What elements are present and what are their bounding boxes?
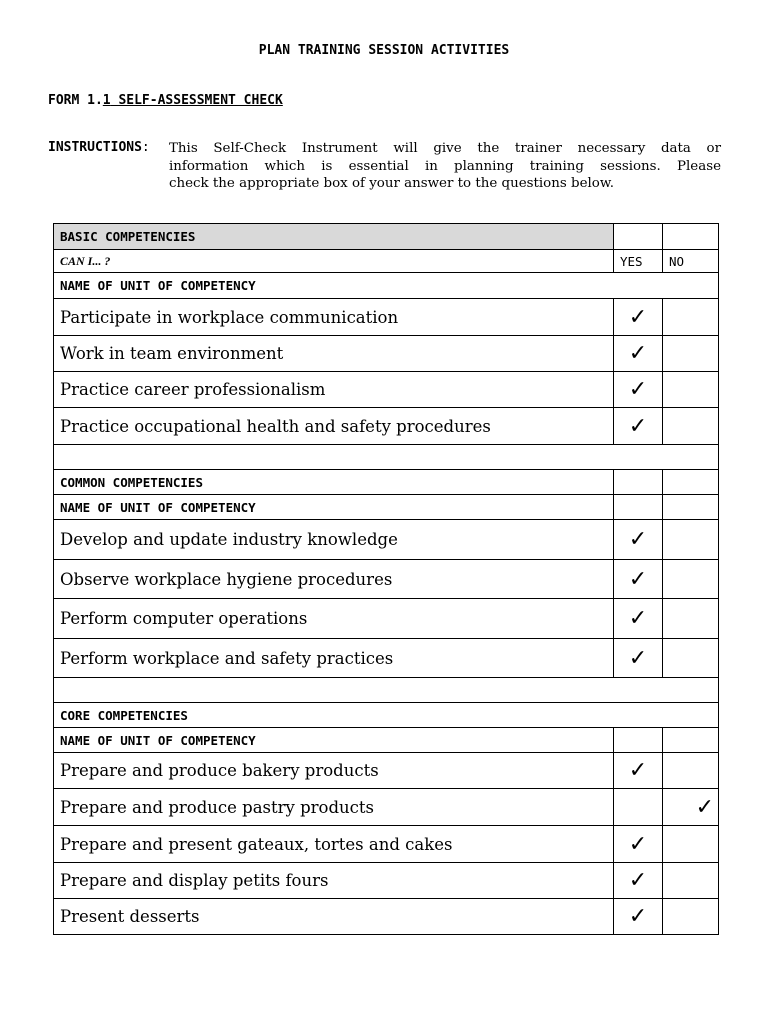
competency-row — [54, 753, 719, 789]
check-mark-icon: ✓ — [628, 904, 648, 929]
empty-cell — [663, 470, 719, 495]
instructions-colon: : — [141, 140, 150, 155]
form-heading — [48, 93, 283, 108]
competency-name: Observe workplace hygiene procedures — [54, 560, 614, 599]
yes-check-cell[interactable] — [614, 560, 663, 599]
yes-check-cell[interactable] — [614, 299, 663, 336]
competency-row — [54, 789, 719, 826]
can-i-label: CAN I... ? — [54, 250, 614, 273]
no-check-cell[interactable] — [663, 336, 719, 372]
section-title-core: CORE COMPETENCIES — [54, 703, 719, 728]
yes-check-cell[interactable] — [614, 753, 663, 789]
yes-check-cell[interactable] — [614, 336, 663, 372]
yes-column-header: YES — [614, 250, 663, 273]
yes-check-cell[interactable] — [614, 826, 663, 863]
self-assessment-table — [53, 223, 719, 935]
check-mark-icon: ✓ — [628, 527, 648, 552]
unit-header-row — [54, 273, 719, 299]
check-mark-icon: ✓ — [628, 868, 648, 893]
section-title-common: COMMON COMPETENCIES — [54, 470, 614, 495]
check-mark-icon: ✓ — [628, 566, 648, 592]
competency-name: Practice career professionalism — [54, 372, 614, 408]
empty-cell — [663, 495, 719, 520]
no-check-cell[interactable] — [663, 408, 719, 445]
can-i-row — [54, 250, 719, 273]
no-check-cell[interactable] — [663, 299, 719, 336]
competency-row — [54, 560, 719, 599]
unit-header-row — [54, 495, 719, 520]
spacer-row — [54, 678, 719, 703]
no-check-cell[interactable] — [663, 372, 719, 408]
form-number: 1 — [102, 93, 111, 108]
no-column-header: NO — [663, 250, 719, 273]
section-header-row — [54, 703, 719, 728]
competency-row — [54, 599, 719, 639]
unit-of-competency-header: NAME OF UNIT OF COMPETENCY — [54, 728, 614, 753]
check-mark-icon: ✓ — [628, 645, 648, 671]
instructions-label — [48, 140, 150, 155]
competency-row — [54, 299, 719, 336]
no-check-cell[interactable] — [663, 789, 719, 826]
form-prefix: FORM 1. — [48, 93, 103, 108]
check-mark-icon: ✓ — [628, 758, 648, 783]
check-mark-icon: ✓ — [628, 831, 648, 857]
check-mark-icon: ✓ — [628, 377, 648, 402]
section-header-row — [54, 224, 719, 250]
check-mark-icon: ✓ — [628, 341, 648, 366]
yes-check-cell[interactable] — [614, 899, 663, 935]
unit-of-competency-header: NAME OF UNIT OF COMPETENCY — [54, 495, 614, 520]
competency-row — [54, 520, 719, 560]
competency-row — [54, 336, 719, 372]
competency-name: Develop and update industry knowledge — [54, 520, 614, 560]
competency-name: Work in team environment — [54, 336, 614, 372]
unit-of-competency-header: NAME OF UNIT OF COMPETENCY — [54, 273, 719, 299]
no-check-cell[interactable] — [663, 599, 719, 639]
yes-check-cell[interactable] — [614, 372, 663, 408]
document-title: PLAN TRAINING SESSION ACTIVITIES — [258, 43, 510, 58]
empty-cell — [614, 728, 663, 753]
spacer-cell — [54, 445, 719, 470]
empty-cell — [663, 728, 719, 753]
spacer-cell — [54, 678, 719, 703]
empty-cell — [663, 224, 719, 250]
check-mark-icon: ✓ — [628, 606, 648, 631]
competency-row — [54, 826, 719, 863]
competency-name: Participate in workplace communication — [54, 299, 614, 336]
spacer-row — [54, 445, 719, 470]
no-check-cell[interactable] — [663, 639, 719, 678]
instructions-line: information which is essential in planning training sessions. Please — [169, 158, 721, 174]
instructions-line: This Self-Check Instrument will give the trainer necessary data or — [169, 141, 721, 156]
empty-cell — [614, 224, 663, 250]
competency-name: Perform workplace and safety practices — [54, 639, 614, 678]
instructions-text — [169, 140, 721, 193]
empty-cell — [614, 495, 663, 520]
competency-name: Prepare and produce bakery products — [54, 753, 614, 789]
yes-check-cell[interactable] — [614, 520, 663, 560]
competency-row — [54, 899, 719, 935]
competency-name: Prepare and produce pastry products — [54, 789, 614, 826]
no-check-cell[interactable] — [663, 826, 719, 863]
competency-name: Prepare and present gateaux, tortes and cakes — [54, 826, 614, 863]
competency-name: Practice occupational health and safety procedures — [54, 408, 614, 445]
competency-name: Present desserts — [54, 899, 614, 935]
section-header-row — [54, 470, 719, 495]
yes-check-cell[interactable] — [614, 408, 663, 445]
no-check-cell[interactable] — [663, 899, 719, 935]
yes-check-cell[interactable] — [614, 789, 663, 826]
no-check-cell[interactable] — [663, 560, 719, 599]
no-check-cell[interactable] — [663, 863, 719, 899]
competency-row — [54, 863, 719, 899]
section-title-basic: BASIC COMPETENCIES — [54, 224, 614, 250]
no-check-cell[interactable] — [663, 753, 719, 789]
no-check-cell[interactable] — [663, 520, 719, 560]
empty-cell — [614, 470, 663, 495]
instructions-line: check the appropriate box of your answer to the questions below. — [169, 176, 614, 191]
competency-name: Prepare and display petits fours — [54, 863, 614, 899]
unit-header-row — [54, 728, 719, 753]
yes-check-cell[interactable] — [614, 639, 663, 678]
competency-row — [54, 639, 719, 678]
instructions-label-text: INSTRUCTIONS — [48, 140, 142, 155]
yes-check-cell[interactable] — [614, 863, 663, 899]
competency-row — [54, 372, 719, 408]
form-name: SELF-ASSESSMENT CHECK — [110, 93, 283, 108]
check-mark-icon: ✓ — [628, 413, 648, 439]
yes-check-cell[interactable] — [614, 599, 663, 639]
competency-row — [54, 408, 719, 445]
check-mark-icon: ✓ — [628, 304, 648, 330]
competency-name: Perform computer operations — [54, 599, 614, 639]
check-mark-icon: ✓ — [695, 794, 714, 820]
